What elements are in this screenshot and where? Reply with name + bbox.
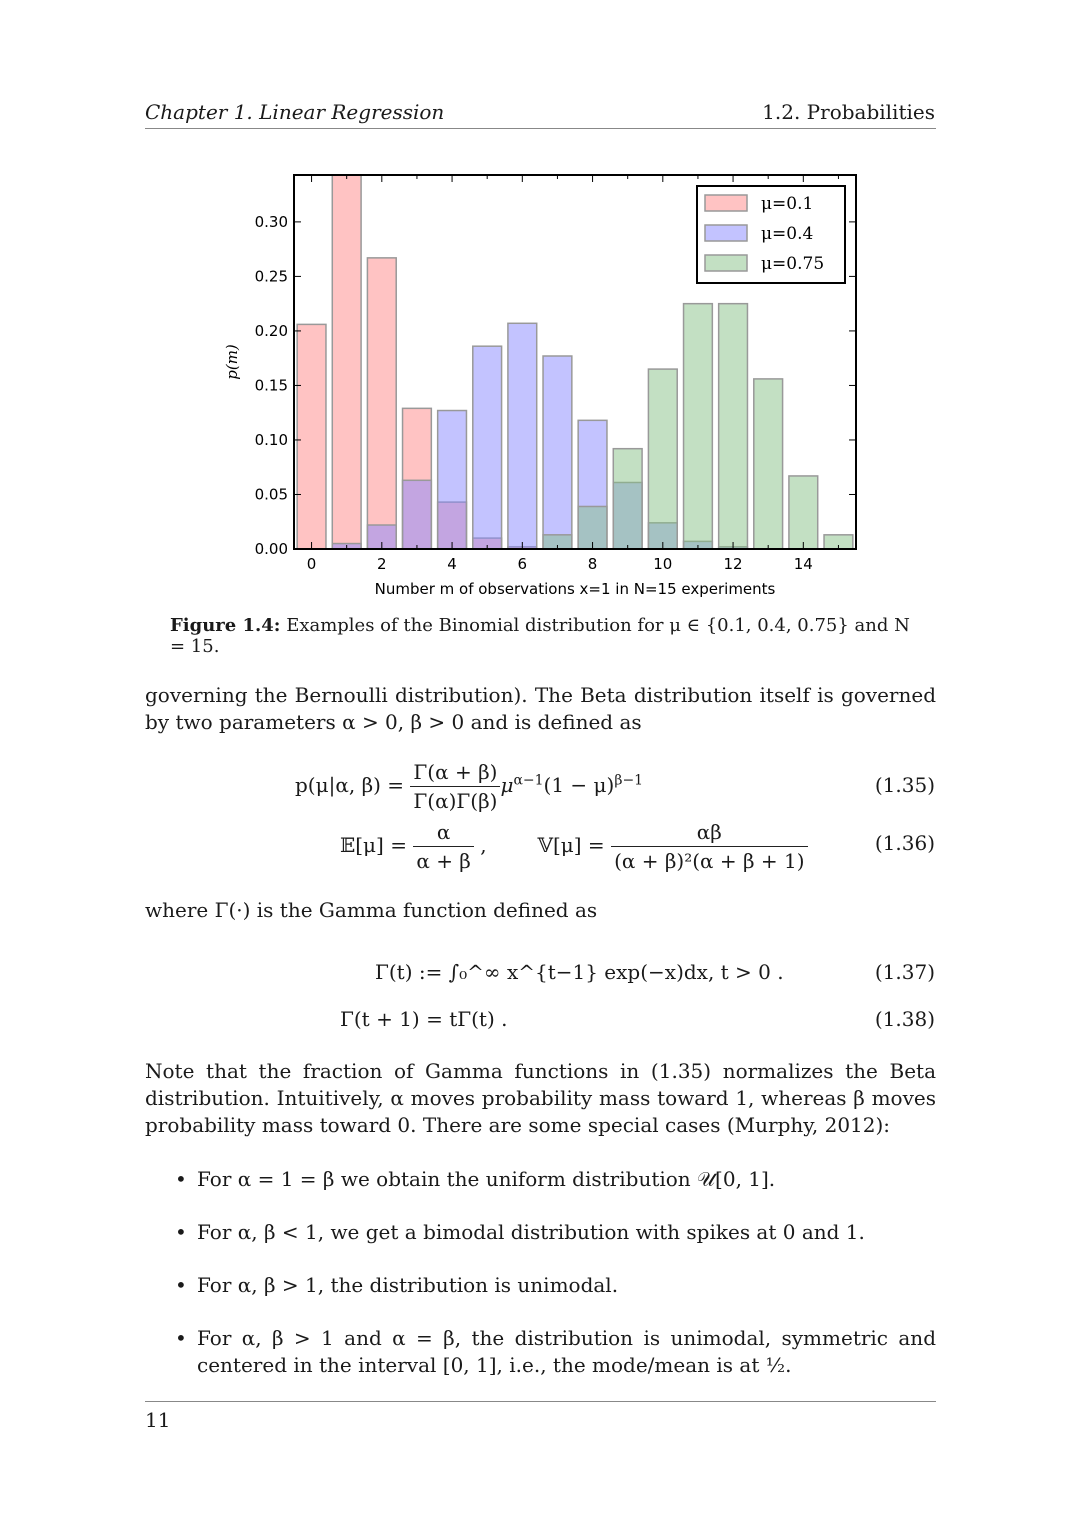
special-cases-list [175,1166,936,1405]
figure-label: Figure 1.4: [170,615,281,636]
eq36-fraction-var [611,820,808,873]
y-tick-label: 0.15 [254,376,288,395]
x-tick-label: 4 [447,555,457,573]
list-item: • For α = 1 = β we obtain the uniform distribution 𝒰[0, 1]. [175,1166,936,1193]
bar-series-1-m3 [403,480,432,549]
running-header-chapter: Chapter 1. Linear Regression [145,100,445,124]
y-axis-label: p(m) [223,344,241,380]
x-tick-label: 8 [587,555,598,573]
eq-number-1-37: (1.37) [874,960,935,984]
bar-series-1-m4 [438,411,467,549]
footer-rule [145,1401,936,1402]
bar-series-1-m7 [543,356,572,549]
bar-series-2-m14 [789,476,818,549]
eq-number-1-36: (1.36) [874,831,935,855]
eq36-fraction-mean [413,820,474,873]
eq35-mu: μ [500,773,514,797]
eq35-numerator: Γ(α + β) [410,760,500,787]
y-tick-label: 0.00 [254,540,288,558]
figure-caption-text: Examples of the Binomial distribution for μ ∈ {0.1, 0.4, 0.75} and N = 15. [170,615,910,657]
y-tick-label: 0.25 [254,267,288,286]
y-tick-label: 0.05 [254,485,288,504]
x-tick-label: 10 [653,555,673,573]
list-item: • For α, β > 1 and α = β, the distribution is unimodal, symmetric and centered in the interval [0, 1], i.e., the mode/mean is at ½. [175,1325,936,1379]
equation-1-37: Γ(t) := ∫₀^∞ x^{t−1} exp(−x)dx, t > 0 . [375,960,784,984]
bar-series-2-m11 [684,304,713,549]
x-tick-label: 14 [793,555,813,573]
list-item: • For α, β < 1, we get a bimodal distribution with spikes at 0 and 1. [175,1219,936,1246]
eq35-exp1: α−1 [513,772,544,789]
x-tick-label: 0 [306,555,317,573]
legend-swatch [705,225,747,241]
equation-1-35 [295,760,643,813]
eq36-var-denominator: (α + β)²(α + β + 1) [614,849,805,873]
binomial-bar-chart [205,165,865,605]
bar-series-2-m13 [754,379,783,549]
eq35-fraction [410,760,500,813]
x-axis-label: Number m of observations x=1 in N=15 experiments [374,580,776,598]
legend-swatch [705,195,747,211]
bar-series-2-m9 [613,449,642,549]
bar-series-2-m10 [648,369,677,549]
eq36-mean-numerator: α [413,820,474,847]
eq35-one-minus-mu: (1 − μ) [543,773,615,797]
y-tick-label: 0.30 [254,212,288,231]
figure-caption [170,615,930,657]
running-header-section: 1.2. Probabilities [762,100,935,124]
eq35-denominator: Γ(α)Γ(β) [413,789,498,813]
paragraph-beta-intro: governing the Bernoulli distribution). The Beta distribution itself is governed by two parameters α > 0, β > 0 and is defined as [145,683,936,734]
eq35-exp2: β−1 [614,772,644,789]
paragraph-beta-notes: Note that the fraction of Gamma functions in (1.35) normalizes the Beta distribution. Intuitively, α moves probability mass toward 1, whereas β moves probability mass toward 0. There are some special cases (Murphy, 2012): [145,1059,936,1137]
paragraph-gamma-intro: where Γ(·) is the Gamma function defined as [145,898,598,922]
eq35-lhs: p(μ|α, β) = [295,773,405,797]
eq-number-1-35: (1.35) [874,773,935,797]
eq-number-1-38: (1.38) [874,1007,935,1031]
eq36-expectation: 𝔼[μ] = [340,833,407,857]
legend-label: μ=0.75 [761,254,825,274]
equation-1-36: 𝔼[μ] = $\frac{\alpha}{\alpha + \beta}$ , 𝕍[μ] = $\frac{\alpha\beta}{\text{(α + β)²(α + β + 1)}}$ [340,820,808,873]
bar-series-0-m2 [367,258,396,549]
list-item: • For α, β > 1, the distribution is unimodal. [175,1272,936,1299]
header-rule [145,128,936,129]
eq36-mean-denominator: α + β [416,849,471,873]
y-tick-label: 0.20 [254,321,288,340]
x-tick-label: 12 [723,555,743,573]
bar-series-1-m5 [473,346,502,549]
x-tick-label: 6 [517,555,528,573]
x-tick-label: 2 [377,555,387,573]
legend-label: μ=0.4 [761,224,814,244]
page-number: 11 [145,1408,171,1432]
bar-series-1-m6 [508,323,537,549]
legend-label: μ=0.1 [761,194,814,214]
legend-swatch [705,255,747,271]
bar-series-0-m1 [332,175,361,549]
equation-1-38: Γ(t + 1) = tΓ(t) . [340,1007,508,1031]
y-tick-label: 0.10 [254,430,288,449]
eq36-var-numerator: αβ [611,820,808,847]
bar-series-0-m0 [297,324,326,549]
eq36-variance: 𝕍[μ] = [537,833,605,857]
bar-series-2-m12 [719,304,748,549]
